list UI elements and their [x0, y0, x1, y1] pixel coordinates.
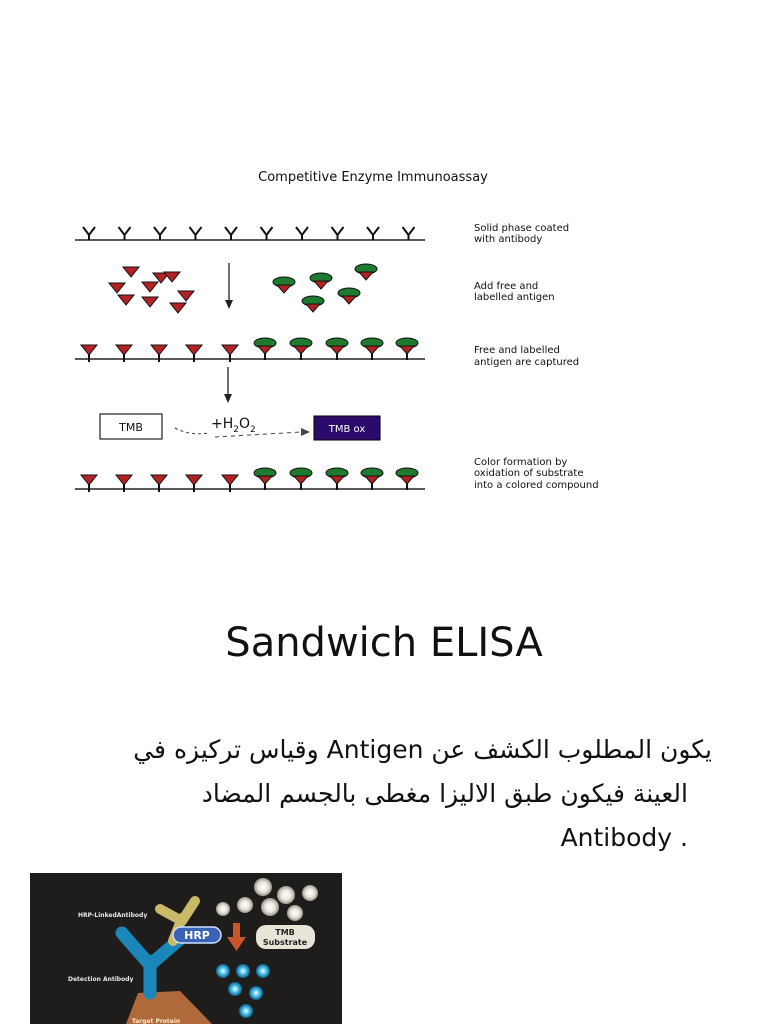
step2-line1: Add free and	[474, 281, 539, 292]
page-heading: Sandwich ELISA	[225, 620, 543, 666]
labelled-antigen-icon	[338, 288, 360, 304]
antibody-icon	[403, 227, 415, 240]
labelled-antigen-icon	[290, 338, 312, 360]
antibody-row	[83, 227, 415, 240]
labelled-antigen-icon	[302, 296, 324, 312]
paragraph-line-3: . Antibody	[560, 823, 688, 852]
free-antigen-icon	[109, 283, 125, 293]
step3-line2: antigen are captured	[474, 357, 580, 368]
labelled-antigen-icon	[273, 277, 295, 293]
step1-line1: Solid phase coated	[474, 223, 570, 234]
labelled-antigen-icon	[310, 273, 332, 289]
free-antigen-icon	[123, 267, 139, 277]
h2o2-label: $+H_2O_2$	[211, 416, 256, 435]
target-protein-label: Target Protein	[131, 1018, 181, 1024]
labelled-antigen-icon	[355, 264, 377, 280]
antibody-icon	[154, 227, 166, 240]
arabic-paragraph	[30, 728, 712, 860]
sandwich-elisa-illustration	[30, 873, 342, 1024]
down-arrow-icon	[225, 263, 233, 309]
step3-line1: Free and labelled	[474, 345, 560, 356]
tmb-substrate-line1: TMB	[275, 928, 295, 937]
antibody-icon	[296, 227, 308, 240]
labelled-antigen-icon	[326, 338, 348, 360]
step4-line3: into a colored compound	[474, 480, 599, 491]
tmb-label: TMB	[119, 421, 143, 434]
paragraph-line-2: العينة فيكون طبق الاليزا مغطى بالجسم المضاد	[201, 779, 688, 808]
labelled-antigen-icon	[396, 338, 418, 360]
tmb-ox-label: TMB ox	[328, 424, 366, 435]
hrp-label: HRP	[184, 929, 210, 942]
substrate-particles	[216, 878, 318, 921]
labelled-antigen-icon	[326, 468, 348, 490]
labelled-antigen-icon	[361, 338, 383, 360]
antibody-icon	[225, 227, 237, 240]
step1-line2: with antibody	[474, 234, 543, 245]
free-antigen-icon	[142, 282, 158, 292]
down-arrow-icon	[224, 367, 232, 403]
detection-antibody-label: Detection Antibody	[68, 976, 134, 983]
labelled-antigen-icon	[361, 468, 383, 490]
step2-line2: labelled antigen	[474, 292, 555, 303]
hrp-linked-antibody-label: HRP-LinkedAntibody	[78, 912, 148, 919]
arrow-down-icon	[227, 923, 246, 951]
illustration-canvas	[30, 873, 342, 1024]
antibody-icon	[190, 227, 202, 240]
step4-line1: Color formation by	[474, 457, 568, 468]
diagram-title: Competitive Enzyme Immunoassay	[258, 170, 488, 185]
free-antigen-icon	[170, 303, 186, 313]
step4-line2: oxidation of substrate	[474, 468, 584, 479]
antibody-icon	[83, 227, 95, 240]
free-antigen-icon	[118, 295, 134, 305]
labelled-antigen-icon	[254, 338, 276, 360]
tmb-substrate-line2: Substrate	[262, 938, 308, 947]
antibody-icon	[261, 227, 273, 240]
antibody-icon	[119, 227, 131, 240]
free-antigen-cluster	[109, 264, 377, 313]
labelled-antigen-icon	[396, 468, 418, 490]
paragraph-line-1: يكون المطلوب الكشف عن Antigen وقياس تركيزه في	[133, 735, 712, 764]
product-particles	[216, 964, 270, 1018]
antibody-icon	[367, 227, 379, 240]
free-antigen-icon	[142, 297, 158, 307]
labelled-antigen-icon	[254, 468, 276, 490]
labelled-antigen-icon	[290, 468, 312, 490]
free-antigen-icon	[178, 291, 194, 301]
antibody-icon	[332, 227, 344, 240]
